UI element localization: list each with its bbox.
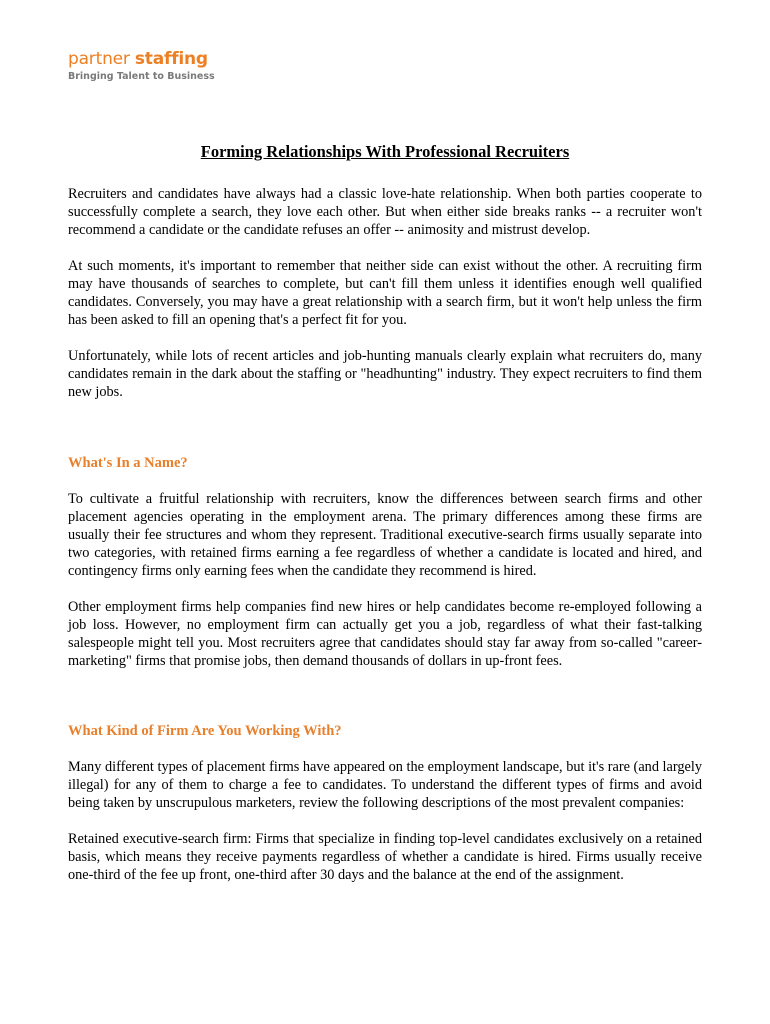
intro-paragraph-1: Recruiters and candidates have always had a classic love-hate relationship. When both parties cooperate to successfully complete a search, they love each other. But when either side breaks ranks -- a recruiter won't recommend a candidate or the candidate refuses an offer -- animosity and mistrust develop. bbox=[68, 186, 702, 238]
logo-name-part2: staffing bbox=[134, 49, 208, 69]
section-2-paragraph-2: Retained executive-search firm: Firms that specialize in finding top-level candidates exclusively on a retained basis, which means they receive payments regardless of whether a candidate is hired. Firms usually receive one-third of the fee up front, one-third after 30 days and the balance at the end of the assignment. bbox=[68, 831, 702, 883]
section-heading-whats-in-a-name: What's In a Name? bbox=[68, 455, 188, 471]
document-title: Forming Relationships With Professional Recruiters bbox=[200, 142, 570, 161]
document-body bbox=[68, 142, 702, 902]
section-2-paragraph-1: Many different types of placement firms have appeared on the employment landscape, but it's rare (and largely illegal) for any of them to charge a fee to candidates. To understand the different types of firms and avoid being taken by unscrupulous marketers, review the following descriptions of the most prevalent companies: bbox=[68, 759, 702, 811]
logo-tagline: Bringing Talent to Business bbox=[68, 71, 215, 82]
section-1-paragraph-2: Other employment firms help companies find new hires or help candidates become re-employed following a job loss. However, no employment firm can actually get you a job, regardless of what their fast-talking salespeople might tell you. Most recruiters agree that candidates should stay far away from so-called "career- marketing" firms that promise jobs, then demand thousands of dollars in up-front fees. bbox=[68, 599, 702, 669]
section-heading-kind-of-firm: What Kind of Firm Are You Working With? bbox=[68, 723, 342, 739]
logo-name-part1: partner bbox=[68, 49, 135, 69]
section-1-paragraph-1: To cultivate a fruitful relationship with recruiters, know the differences between search firms and other placement agencies operating in the employment arena. The primary differences among these firms are usually their fee structures and whom they represent. Traditional executive-search firms usually separate into two categories, with retained firms earning a fee regardless of whether a candidate is located and hired, and contingency firms only earning fees when the candidate they recommend is hired. bbox=[68, 491, 702, 579]
intro-paragraph-3: Unfortunately, while lots of recent articles and job-hunting manuals clearly explain what recruiters do, many candidates remain in the dark about the staffing or "headhunting" industry. They expect recruiters to find them new jobs. bbox=[68, 348, 702, 400]
intro-paragraph-2: At such moments, it's important to remember that neither side can exist without the other. A recruiting firm may have thousands of searches to complete, but can't fill them unless it identifies enough well qualified candidates. Conversely, you may have a great relationship with a search firm, but it won't help unless the firm has been asked to fill an opening that's a perfect fit for you. bbox=[68, 258, 702, 328]
logo-wordmark bbox=[68, 49, 215, 69]
company-logo bbox=[68, 49, 215, 84]
